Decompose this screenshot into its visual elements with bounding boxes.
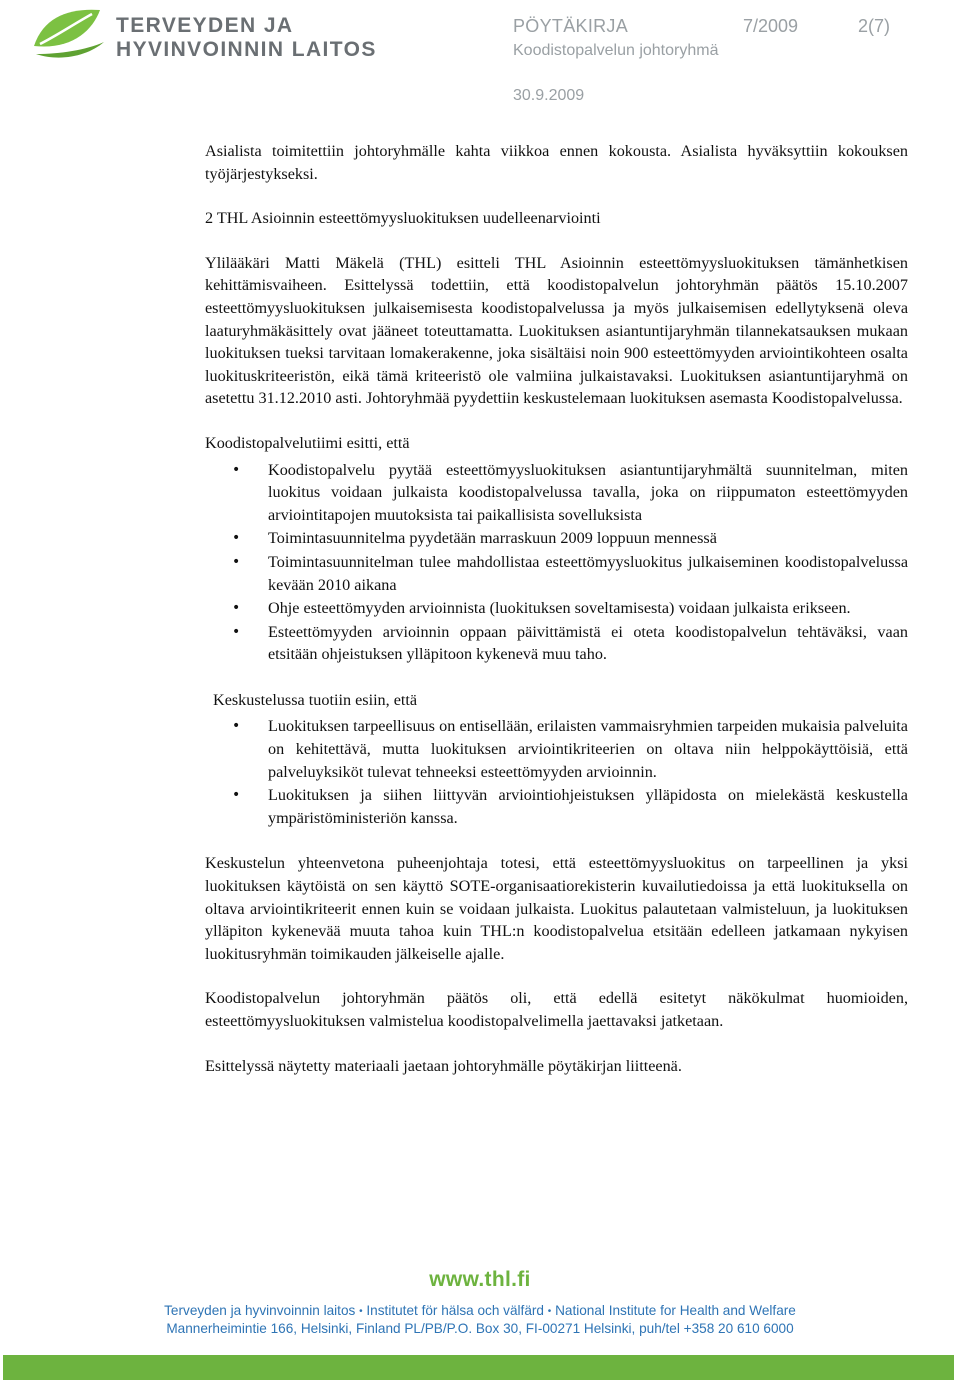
page-header bbox=[0, 0, 960, 110]
page-number: 2(7) bbox=[858, 16, 891, 36]
attachment-note: Esittelyssä näytetty materiaali jaetaan johtoryhmälle pöytäkirjan liitteenä. bbox=[205, 1056, 682, 1075]
org-name-en: National Institute for Health and Welfare bbox=[555, 1303, 796, 1318]
meeting-date: 30.9.2009 bbox=[513, 87, 585, 104]
committee-name: Koodistopalvelun johtoryhmä bbox=[513, 42, 719, 59]
list-item: • Toimintasuunnitelman tulee mahdollistaa esteettömyysluokitus julkaiseminen koodistopalvelussa kevään 2010 aikana bbox=[268, 551, 908, 596]
footer-green-bar bbox=[3, 1355, 954, 1380]
logo-text-line1: TERVEYDEN JA bbox=[116, 14, 294, 37]
decision-paragraph: Koodistopalvelun johtoryhmän päätös oli, että edellä esitetyt näkökulmat huomioiden, esteettömyysluokituksen valmistelua koodistopalvelimella jaettavaksi jatketaan. bbox=[205, 989, 908, 1030]
summary-paragraph: Keskustelun yhteenvetona puheenjohtaja totesi, että esteettömyysluokitus on tarpeellinen ja yksi luokituksen käytöistä on sen käyttö SOTE-organisaatiorekisterin kuvailutiedoissa ja että luokituksella on oltava arviointikriteerit ennen kuin se voidaan julkaista. Luokitus palautetaan valmisteluun, ja luokituksen ylläpiton kykenevää muuta tahoa kuin THL:n koodistopalvelua etsitään edelleen jatkamaan nykyisen luokitusryhmän toimikauden jälkeiselle ajalle. bbox=[205, 854, 908, 963]
org-name-fi: Terveyden ja hyvinvoinnin laitos bbox=[164, 1303, 356, 1318]
org-name-sv: Institutet för hälsa och välfärd bbox=[366, 1303, 544, 1318]
separator-icon: • bbox=[359, 1306, 363, 1317]
section-heading: 2 THL Asioinnin esteettömyysluokituksen uudelleenarviointi bbox=[205, 209, 601, 228]
discussion-list bbox=[205, 715, 908, 829]
list2-intro: Keskustelussa tuotiin esiin, että bbox=[213, 690, 418, 709]
list-item: • Esteettömyyden arvioinnin oppaan päivittämistä ei oteta koodistopalvelun tehtäväksi, vaan etsitään ohjeistuksen ylläpitoon kykenevä muu taho. bbox=[268, 621, 908, 666]
thl-logo bbox=[30, 6, 390, 66]
list-item: • Ohje esteettömyyden arvioinnista (luokituksen soveltamisesta) voidaan julkaista erikseen. bbox=[268, 597, 908, 620]
proposal-list bbox=[205, 459, 908, 666]
list1-intro: Koodistopalvelutiimi esitti, että bbox=[205, 433, 410, 452]
list-item: • Luokituksen tarpeellisuus on entisellään, erilaisten vammaisryhmien tarpeiden mukaisia palveluita on kehitettävä, mutta luokituksen arviointikriteerien on oltava niin helppokäyttöisiä, että palveluyksiköt tulevat tehneeksi esteettömyyden arvioinnin. bbox=[268, 715, 908, 783]
separator-icon: • bbox=[547, 1306, 552, 1317]
intro-paragraph: Asialista toimitettiin johtoryhmälle kahta viikkoa ennen kokousta. Asialista hyväksyttiin kokouksen työjärjestykseksi. bbox=[205, 142, 908, 183]
postal-address: Mannerheimintie 166, Helsinki, Finland PL/PB/P.O. Box 30, FI-00271 Helsinki, puh/tel +358 20 610 6000 bbox=[166, 1321, 794, 1336]
doc-number: 7/2009 bbox=[743, 16, 799, 36]
list-item: • Luokituksen ja siihen liittyvän arviointiohjeistuksen ylläpidosta on mielekästä keskustella ympäristöministeriön kanssa. bbox=[268, 784, 908, 829]
document-body bbox=[205, 140, 908, 1077]
page-footer bbox=[0, 1268, 960, 1337]
doc-type: PÖYTÄKIRJA bbox=[513, 16, 629, 36]
list-item: • Koodistopalvelu pyytää esteettömyysluokituksen asiantuntijaryhmältä suunnitelman, miten luokitus voidaan julkaista koodistopalvelussa tavalla, joka on riippumaton esteettömyyden arviointitapojen muutoksista tai paikallisista sovelluksista bbox=[268, 459, 908, 527]
website-link[interactable]: www.thl.fi bbox=[429, 1268, 531, 1291]
thl-leaf-icon bbox=[30, 6, 110, 62]
logo-text-line2: HYVINVOINNIN LAITOS bbox=[116, 38, 377, 61]
list-item: • Toimintasuunnitelma pyydetään marraskuun 2009 loppuun mennessä bbox=[268, 527, 908, 550]
organisation-names bbox=[0, 1302, 960, 1320]
presentation-paragraph: Ylilääkäri Matti Mäkelä (THL) esitteli THL Asioinnin esteettömyysluokituksen tämänhetkisen kehittämisvaiheen. Esittelyssä todettiin, että koodistopalvelun johtoryhmän päätös 15.10.2007 esteettömyysluokituksen julkaisemisesta koodistopalvelussa ja myös julkaisemisen edellytyksenä oleva laaturyhmäkäsittely ovat jääneet toteuttamatta. Luokituksen asiantuntijaryhmän tilannekatsauksen mukaan luokituksen tueksi tarvitaan lomakerakenne, joka sisältäisi noin 900 esteettömyyden arviointikohteen osalta luokituskriteeristön, eikä tämä kriteeristö ole valmiina julkaistavaksi. Luokituksen asiantuntijaryhmä on asetettu 31.12.2010 asti. Johtoryhmää pyydettiin keskustelemaan luokituksen asemasta Koodistopalvelussa. bbox=[205, 253, 908, 408]
